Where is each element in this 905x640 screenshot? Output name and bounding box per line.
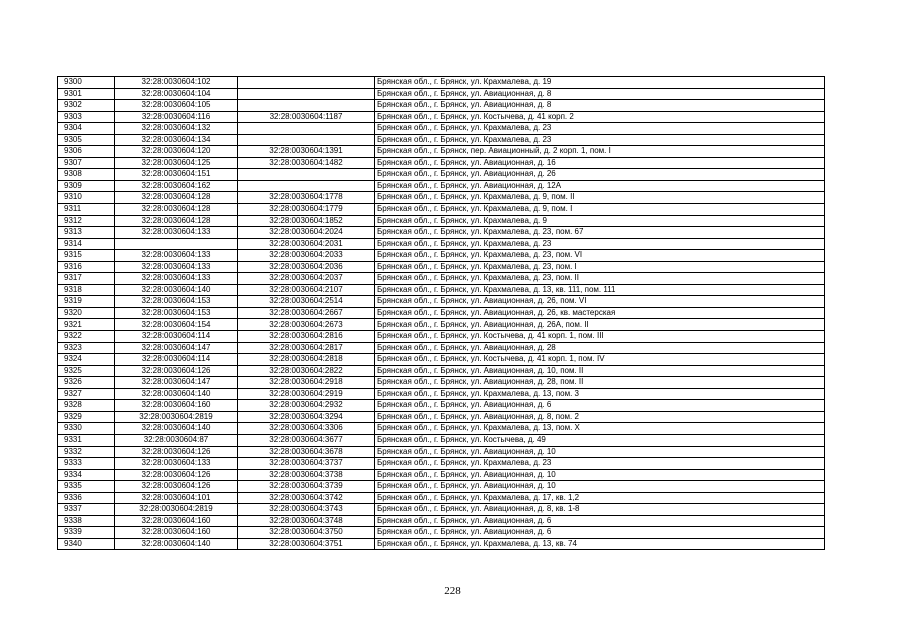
table-row — [58, 180, 825, 192]
land-cadastral-number-cell: 32:28:0030604:101 — [115, 492, 238, 504]
table-row — [58, 365, 825, 377]
address-cell: Брянская обл., г. Брянск, ул. Крахмалева, д. 13, пом. X — [375, 423, 825, 435]
land-cadastral-number-cell: 32:28:0030604:126 — [115, 469, 238, 481]
address-cell: Брянская обл., г. Брянск, ул. Крахмалева, д. 13, кв. 74 — [375, 538, 825, 550]
row-number-cell: 9313 — [58, 227, 115, 239]
row-number-cell: 9337 — [58, 504, 115, 516]
object-cadastral-number-cell — [238, 100, 375, 112]
object-cadastral-number-cell: 32:28:0030604:3739 — [238, 481, 375, 493]
object-cadastral-number-cell: 32:28:0030604:3751 — [238, 538, 375, 550]
row-number-cell: 9335 — [58, 481, 115, 493]
address-cell: Брянская обл., г. Брянск, ул. Костычева, д. 41 корп. 2 — [375, 111, 825, 123]
address-cell: Брянская обл., г. Брянск, ул. Авиационная, д. 28, пом. II — [375, 377, 825, 389]
address-cell: Брянская обл., г. Брянск, ул. Крахмалева, д. 9, пом. II — [375, 192, 825, 204]
row-number-cell: 9303 — [58, 111, 115, 123]
land-cadastral-number-cell: 32:28:0030604:133 — [115, 458, 238, 470]
row-number-cell: 9340 — [58, 538, 115, 550]
land-cadastral-number-cell: 32:28:0030604:105 — [115, 100, 238, 112]
object-cadastral-number-cell: 32:28:0030604:2514 — [238, 296, 375, 308]
land-cadastral-number-cell: 32:28:0030604:128 — [115, 215, 238, 227]
land-cadastral-number-cell: 32:28:0030604:153 — [115, 307, 238, 319]
land-cadastral-number-cell: 32:28:0030604:140 — [115, 538, 238, 550]
row-number-cell: 9329 — [58, 411, 115, 423]
object-cadastral-number-cell: 32:28:0030604:1778 — [238, 192, 375, 204]
address-cell: Брянская обл., г. Брянск, ул. Авиационная, д. 6 — [375, 527, 825, 539]
address-cell: Брянская обл., г. Брянск, ул. Крахмалева, д. 13, кв. 111, пом. 111 — [375, 284, 825, 296]
land-cadastral-number-cell: 32:28:0030604:87 — [115, 434, 238, 446]
land-cadastral-number-cell: 32:28:0030604:153 — [115, 296, 238, 308]
row-number-cell: 9301 — [58, 88, 115, 100]
land-cadastral-number-cell: 32:28:0030604:140 — [115, 423, 238, 435]
address-cell: Брянская обл., г. Брянск, ул. Крахмалева, д. 23 — [375, 123, 825, 135]
land-cadastral-number-cell: 32:28:0030604:147 — [115, 377, 238, 389]
table-row — [58, 469, 825, 481]
row-number-cell: 9300 — [58, 77, 115, 89]
object-cadastral-number-cell: 32:28:0030604:2822 — [238, 365, 375, 377]
row-number-cell: 9302 — [58, 100, 115, 112]
land-cadastral-number-cell: 32:28:0030604:132 — [115, 123, 238, 135]
object-cadastral-number-cell: 32:28:0030604:3738 — [238, 469, 375, 481]
address-cell: Брянская обл., г. Брянск, ул. Крахмалева, д. 19 — [375, 77, 825, 89]
row-number-cell: 9338 — [58, 515, 115, 527]
land-cadastral-number-cell: 32:28:0030604:160 — [115, 515, 238, 527]
table-row — [58, 527, 825, 539]
address-cell: Брянская обл., г. Брянск, ул. Авиационная, д. 10, пом. II — [375, 365, 825, 377]
row-number-cell: 9328 — [58, 400, 115, 412]
table-row — [58, 88, 825, 100]
object-cadastral-number-cell: 32:28:0030604:2816 — [238, 331, 375, 343]
address-cell: Брянская обл., г. Брянск, ул. Крахмалева, д. 23, пом. I — [375, 261, 825, 273]
object-cadastral-number-cell: 32:28:0030604:3737 — [238, 458, 375, 470]
object-cadastral-number-cell: 32:28:0030604:1187 — [238, 111, 375, 123]
land-cadastral-number-cell: 32:28:0030604:102 — [115, 77, 238, 89]
row-number-cell: 9316 — [58, 261, 115, 273]
table-row — [58, 434, 825, 446]
row-number-cell: 9304 — [58, 123, 115, 135]
row-number-cell: 9319 — [58, 296, 115, 308]
address-cell: Брянская обл., г. Брянск, ул. Крахмалева, д. 23 — [375, 134, 825, 146]
land-cadastral-number-cell: 32:28:0030604:126 — [115, 446, 238, 458]
address-cell: Брянская обл., г. Брянск, ул. Авиационная, д. 8, кв. 1-8 — [375, 504, 825, 516]
land-cadastral-number-cell: 32:28:0030604:160 — [115, 400, 238, 412]
table-row — [58, 238, 825, 250]
row-number-cell: 9307 — [58, 157, 115, 169]
object-cadastral-number-cell: 32:28:0030604:2818 — [238, 354, 375, 366]
land-cadastral-number-cell: 32:28:0030604:151 — [115, 169, 238, 181]
land-cadastral-number-cell: 32:28:0030604:2819 — [115, 411, 238, 423]
table-row — [58, 296, 825, 308]
object-cadastral-number-cell — [238, 123, 375, 135]
table-row — [58, 388, 825, 400]
table-row — [58, 446, 825, 458]
address-cell: Брянская обл., г. Брянск, ул. Крахмалева, д. 17, кв. 1,2 — [375, 492, 825, 504]
row-number-cell: 9305 — [58, 134, 115, 146]
object-cadastral-number-cell — [238, 88, 375, 100]
address-cell: Брянская обл., г. Брянск, ул. Костычева, д. 41 корп. 1, пом. III — [375, 331, 825, 343]
object-cadastral-number-cell: 32:28:0030604:3294 — [238, 411, 375, 423]
address-cell: Брянская обл., г. Брянск, ул. Авиационная, д. 26, пом. VI — [375, 296, 825, 308]
registry-table-body — [58, 77, 825, 550]
row-number-cell: 9310 — [58, 192, 115, 204]
row-number-cell: 9308 — [58, 169, 115, 181]
address-cell: Брянская обл., г. Брянск, ул. Авиационная, д. 6 — [375, 400, 825, 412]
address-cell: Брянская обл., г. Брянск, ул. Крахмалева, д. 13, пом. 3 — [375, 388, 825, 400]
object-cadastral-number-cell — [238, 180, 375, 192]
object-cadastral-number-cell: 32:28:0030604:3748 — [238, 515, 375, 527]
address-cell: Брянская обл., г. Брянск, ул. Авиационная, д. 26А, пом. II — [375, 319, 825, 331]
row-number-cell: 9309 — [58, 180, 115, 192]
table-row — [58, 273, 825, 285]
row-number-cell: 9339 — [58, 527, 115, 539]
table-row — [58, 377, 825, 389]
land-cadastral-number-cell: 32:28:0030604:154 — [115, 319, 238, 331]
object-cadastral-number-cell: 32:28:0030604:2919 — [238, 388, 375, 400]
object-cadastral-number-cell: 32:28:0030604:2031 — [238, 238, 375, 250]
land-cadastral-number-cell: 32:28:0030604:120 — [115, 146, 238, 158]
object-cadastral-number-cell: 32:28:0030604:3742 — [238, 492, 375, 504]
address-cell: Брянская обл., г. Брянск, ул. Авиационная, д. 26 — [375, 169, 825, 181]
table-row — [58, 492, 825, 504]
table-row — [58, 123, 825, 135]
object-cadastral-number-cell: 32:28:0030604:2024 — [238, 227, 375, 239]
row-number-cell: 9330 — [58, 423, 115, 435]
row-number-cell: 9320 — [58, 307, 115, 319]
row-number-cell: 9324 — [58, 354, 115, 366]
table-row — [58, 354, 825, 366]
object-cadastral-number-cell: 32:28:0030604:2667 — [238, 307, 375, 319]
object-cadastral-number-cell: 32:28:0030604:1391 — [238, 146, 375, 158]
address-cell: Брянская обл., г. Брянск, ул. Авиационная, д. 8 — [375, 88, 825, 100]
object-cadastral-number-cell: 32:28:0030604:3677 — [238, 434, 375, 446]
page-number: 228 — [444, 585, 461, 597]
table-row — [58, 331, 825, 343]
table-row — [58, 192, 825, 204]
table-row — [58, 157, 825, 169]
object-cadastral-number-cell: 32:28:0030604:3306 — [238, 423, 375, 435]
table-row — [58, 423, 825, 435]
table-row — [58, 284, 825, 296]
row-number-cell: 9315 — [58, 250, 115, 262]
object-cadastral-number-cell: 32:28:0030604:2107 — [238, 284, 375, 296]
registry-table — [57, 76, 825, 550]
row-number-cell: 9334 — [58, 469, 115, 481]
address-cell: Брянская обл., г. Брянск, ул. Авиационная, д. 10 — [375, 481, 825, 493]
object-cadastral-number-cell: 32:28:0030604:3750 — [238, 527, 375, 539]
row-number-cell: 9318 — [58, 284, 115, 296]
land-cadastral-number-cell: 32:28:0030604:104 — [115, 88, 238, 100]
object-cadastral-number-cell: 32:28:0030604:2037 — [238, 273, 375, 285]
land-cadastral-number-cell: 32:28:0030604:114 — [115, 331, 238, 343]
land-cadastral-number-cell: 32:28:0030604:2819 — [115, 504, 238, 516]
address-cell: Брянская обл., г. Брянск, ул. Авиационная, д. 8, пом. 2 — [375, 411, 825, 423]
land-cadastral-number-cell: 32:28:0030604:140 — [115, 388, 238, 400]
row-number-cell: 9311 — [58, 204, 115, 216]
land-cadastral-number-cell: 32:28:0030604:140 — [115, 284, 238, 296]
row-number-cell: 9332 — [58, 446, 115, 458]
land-cadastral-number-cell: 32:28:0030604:133 — [115, 227, 238, 239]
object-cadastral-number-cell: 32:28:0030604:2033 — [238, 250, 375, 262]
table-row — [58, 342, 825, 354]
table-row — [58, 215, 825, 227]
table-row — [58, 481, 825, 493]
land-cadastral-number-cell: 32:28:0030604:114 — [115, 354, 238, 366]
address-cell: Брянская обл., г. Брянск, ул. Авиационная, д. 28 — [375, 342, 825, 354]
row-number-cell: 9321 — [58, 319, 115, 331]
row-number-cell: 9317 — [58, 273, 115, 285]
object-cadastral-number-cell: 32:28:0030604:1482 — [238, 157, 375, 169]
land-cadastral-number-cell: 32:28:0030604:160 — [115, 527, 238, 539]
land-cadastral-number-cell: 32:28:0030604:133 — [115, 273, 238, 285]
land-cadastral-number-cell: 32:28:0030604:128 — [115, 192, 238, 204]
object-cadastral-number-cell: 32:28:0030604:3743 — [238, 504, 375, 516]
land-cadastral-number-cell: 32:28:0030604:133 — [115, 250, 238, 262]
address-cell: Брянская обл., г. Брянск, ул. Крахмалева, д. 9, пом. I — [375, 204, 825, 216]
address-cell: Брянская обл., г. Брянск, ул. Крахмалева, д. 23, пом. 67 — [375, 227, 825, 239]
address-cell: Брянская обл., г. Брянск, ул. Авиационная, д. 16 — [375, 157, 825, 169]
address-cell: Брянская обл., г. Брянск, ул. Крахмалева, д. 23, пом. II — [375, 273, 825, 285]
table-row — [58, 146, 825, 158]
land-cadastral-number-cell: 32:28:0030604:134 — [115, 134, 238, 146]
address-cell: Брянская обл., г. Брянск, ул. Авиационная, д. 12А — [375, 180, 825, 192]
row-number-cell: 9325 — [58, 365, 115, 377]
row-number-cell: 9314 — [58, 238, 115, 250]
table-row — [58, 77, 825, 89]
address-cell: Брянская обл., г. Брянск, ул. Крахмалева, д. 23 — [375, 458, 825, 470]
object-cadastral-number-cell: 32:28:0030604:2673 — [238, 319, 375, 331]
object-cadastral-number-cell: 32:28:0030604:1852 — [238, 215, 375, 227]
land-cadastral-number-cell: 32:28:0030604:125 — [115, 157, 238, 169]
address-cell: Брянская обл., г. Брянск, ул. Авиационная, д. 8 — [375, 100, 825, 112]
land-cadastral-number-cell: 32:28:0030604:126 — [115, 481, 238, 493]
address-cell: Брянская обл., г. Брянск, ул. Крахмалева, д. 23 — [375, 238, 825, 250]
address-cell: Брянская обл., г. Брянск, ул. Крахмалева, д. 9 — [375, 215, 825, 227]
address-cell: Брянская обл., г. Брянск, ул. Крахмалева, д. 23, пом. VI — [375, 250, 825, 262]
row-number-cell: 9333 — [58, 458, 115, 470]
row-number-cell: 9322 — [58, 331, 115, 343]
table-row — [58, 411, 825, 423]
table-row — [58, 169, 825, 181]
object-cadastral-number-cell — [238, 134, 375, 146]
land-cadastral-number-cell: 32:28:0030604:128 — [115, 204, 238, 216]
address-cell: Брянская обл., г. Брянск, ул. Костычева, д. 41 корп. 1, пом. IV — [375, 354, 825, 366]
address-cell: Брянская обл., г. Брянск, ул. Авиационная, д. 10 — [375, 469, 825, 481]
table-row — [58, 319, 825, 331]
object-cadastral-number-cell — [238, 169, 375, 181]
table-row — [58, 204, 825, 216]
row-number-cell: 9336 — [58, 492, 115, 504]
land-cadastral-number-cell: 32:28:0030604:126 — [115, 365, 238, 377]
table-row — [58, 111, 825, 123]
object-cadastral-number-cell: 32:28:0030604:2932 — [238, 400, 375, 412]
address-cell: Брянская обл., г. Брянск, ул. Костычева, д. 49 — [375, 434, 825, 446]
table-row — [58, 250, 825, 262]
address-cell: Брянская обл., г. Брянск, ул. Авиационная, д. 6 — [375, 515, 825, 527]
object-cadastral-number-cell — [238, 77, 375, 89]
table-row — [58, 538, 825, 550]
table-row — [58, 261, 825, 273]
row-number-cell: 9306 — [58, 146, 115, 158]
address-cell: Брянская обл., г. Брянск, ул. Авиационная, д. 10 — [375, 446, 825, 458]
table-row — [58, 307, 825, 319]
row-number-cell: 9331 — [58, 434, 115, 446]
table-row — [58, 458, 825, 470]
object-cadastral-number-cell: 32:28:0030604:2817 — [238, 342, 375, 354]
address-cell: Брянская обл., г. Брянск, ул. Авиационная, д. 26, кв. мастерская — [375, 307, 825, 319]
land-cadastral-number-cell: 32:28:0030604:116 — [115, 111, 238, 123]
object-cadastral-number-cell: 32:28:0030604:2036 — [238, 261, 375, 273]
table-row — [58, 504, 825, 516]
land-cadastral-number-cell — [115, 238, 238, 250]
object-cadastral-number-cell: 32:28:0030604:2918 — [238, 377, 375, 389]
table-row — [58, 100, 825, 112]
row-number-cell: 9323 — [58, 342, 115, 354]
row-number-cell: 9312 — [58, 215, 115, 227]
table-row — [58, 515, 825, 527]
land-cadastral-number-cell: 32:28:0030604:147 — [115, 342, 238, 354]
land-cadastral-number-cell: 32:28:0030604:133 — [115, 261, 238, 273]
table-row — [58, 134, 825, 146]
object-cadastral-number-cell: 32:28:0030604:1779 — [238, 204, 375, 216]
address-cell: Брянская обл., г. Брянск, пер. Авиационный, д. 2 корп. 1, пом. I — [375, 146, 825, 158]
table-row — [58, 400, 825, 412]
row-number-cell: 9327 — [58, 388, 115, 400]
row-number-cell: 9326 — [58, 377, 115, 389]
table-row — [58, 227, 825, 239]
land-cadastral-number-cell: 32:28:0030604:162 — [115, 180, 238, 192]
object-cadastral-number-cell: 32:28:0030604:3678 — [238, 446, 375, 458]
